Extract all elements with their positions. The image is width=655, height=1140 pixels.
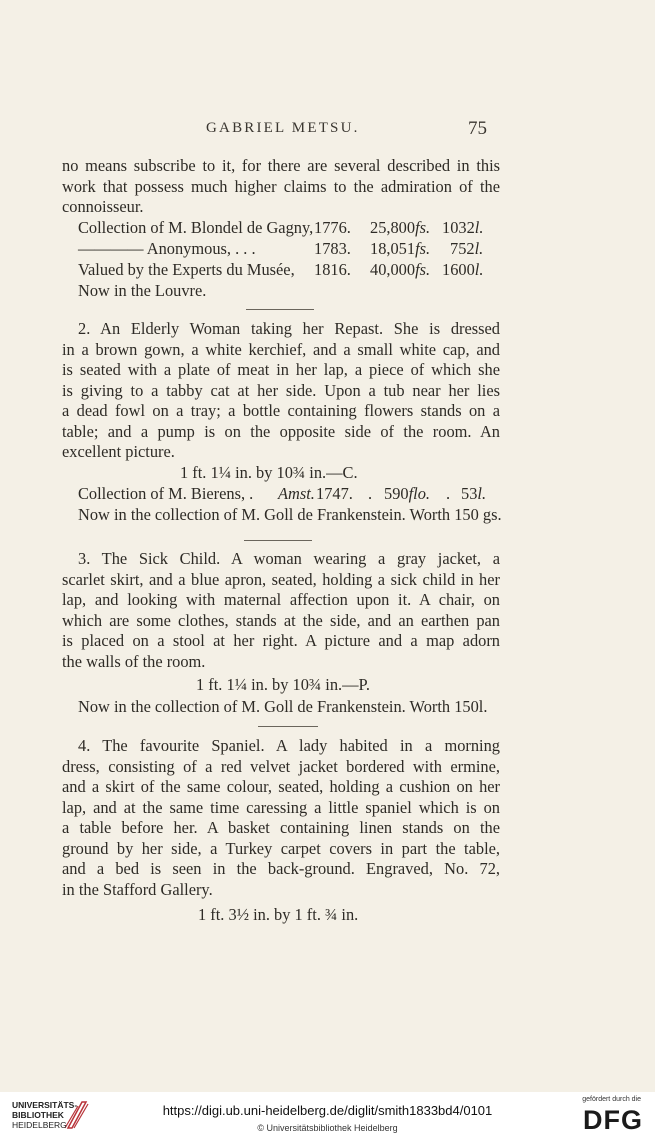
library-name: UNIVERSITÄTS- BIBLIOTHEK HEIDELBERG — [12, 1100, 78, 1130]
dimensions: 1 ft. 3½ in. by 1 ft. ¾ in. — [198, 905, 359, 924]
intro-paragraph — [62, 156, 500, 218]
viewer-footer — [0, 1092, 655, 1140]
section-divider — [244, 540, 312, 541]
entry-3: 3. The Sick Child. A woman wearing a gray jacket, a scarlet skirt, and a blue apron, seated, holding a sick child in her lap, and looking with maternal affection upon it. A chair, on which are some clothes, stands at the side, and an earthen pan is placed on a stool at her right. A picture and a map adorn the walls of the room. — [62, 549, 500, 671]
text-line: work that possess much higher claims to the admiration of the — [62, 176, 500, 196]
section-divider — [258, 726, 318, 727]
dimensions: 1 ft. 1¼ in. by 10¾ in.—P. — [196, 675, 370, 694]
page-number: 75 — [468, 118, 487, 139]
copyright: © Universitätsbibliothek Heidelberg — [257, 1123, 398, 1133]
location-note: Now in the collection of M. Goll de Frankenstein. Worth 150 gs. — [78, 505, 502, 524]
text-line: no means subscribe to it, for there are several described in this — [62, 156, 500, 175]
permalink[interactable]: https://digi.ub.uni-heidelberg.de/diglit/smith1833bd4/0101 — [162, 1103, 493, 1118]
entry-4: 4. The favourite Spaniel. A lady habited in a morning dress, consisting of a red velvet jacket bordered with ermine, and a skirt of the same colour, seated, holding a cushion on her lap, and at the same time caressing a little spaniel which is on a table before her. A basket containing linen stands on the ground by her side, a Turkey carpet covers in part the table, and a bed is seen in the back-ground. Engraved, No. 72, in the Stafford Gallery. — [62, 736, 500, 899]
dimensions: 1 ft. 1¼ in. by 10¾ in.—C. — [180, 463, 358, 482]
entry-2: 2. An Elderly Woman taking her Repast. She is dressed in a brown gown, a white kerchief, and a small white cap, and is seated with a plate of meat in her lap, a piece of which she is giving to a tabby cat at her side. Upon a tub near her lies a dead fowl on a tray; a bottle containing flowers stands on a table; and a pump is on the opposite side of the room. An excellent picture. — [62, 319, 500, 461]
dfg-logo: DFG — [583, 1105, 643, 1135]
section-divider — [246, 309, 314, 310]
running-head: GABRIEL METSU. — [206, 120, 360, 136]
location-note: Now in the Louvre. — [78, 281, 207, 300]
funding-note: gefördert durch die — [582, 1096, 641, 1103]
scanned-page: GABRIEL METSU. 75 no means subscribe to it, for there are several described in this work that possess much higher claims to the admiration of the connoisseur. Collection of M. Blondel de Gagny, 1776. 25,800fs. 1032l. ———— Anonymous, . . . 1783. 18,051fs. 752l. Valued by the Experts du Musée, 1816. 40,000fs. 1600l. Now in the Louvre. 2. An Elderly Woman taking her Repast. She is dressed in a brown gown, a white kerchief, and a small white cap, and is seated with a plate of meat in her lap, a piece of which she is giving to a tabby cat at her side. Upon a tub near her lies a dead fowl on a tray; a bottle containing flowers stands on a table; and a pump is on the opposite side of the room. An excellent picture. 1 ft. 1¼ in. by 10¾ in.—C. Collection of M. Bierens, . Amst. 1747. . 590flo. . 53l. Now in the collection of M. Goll de Frankenstein. Worth 150 gs. 3. The Sick Child. A woman wearing a gray jacket, a scarlet skirt, and a blue apron, seated, holding a sick child in her lap, and looking with maternal affection upon it. A chair, on which are some clothes, stands at the side, and an earthen pan is placed on a stool at her right. A picture and a map adorn the walls of the room. 1 ft. 1¼ in. by 10¾ in.—P. Now in the collection of M. Goll de Frankenstein. Worth 150l. 4. The favourite Spaniel. A lady habited in a morning dress, consisting of a red velvet jacket bordered with ermine, and a skirt of the same colour, seated, holding a cushion on her lap, and at the same time caressing a little spaniel which is on a table before her. A basket containing linen stands on the ground by her side, a Turkey carpet covers in part the table, and a bed is seen in the back-ground. Engraved, No. 72, in the Stafford Gallery. 1 ft. 3½ in. by 1 ft. ¾ in. — [0, 0, 655, 1092]
location-note: Now in the collection of M. Goll de Frankenstein. Worth 150l. — [78, 697, 488, 716]
text-line: connoisseur. — [62, 197, 144, 216]
